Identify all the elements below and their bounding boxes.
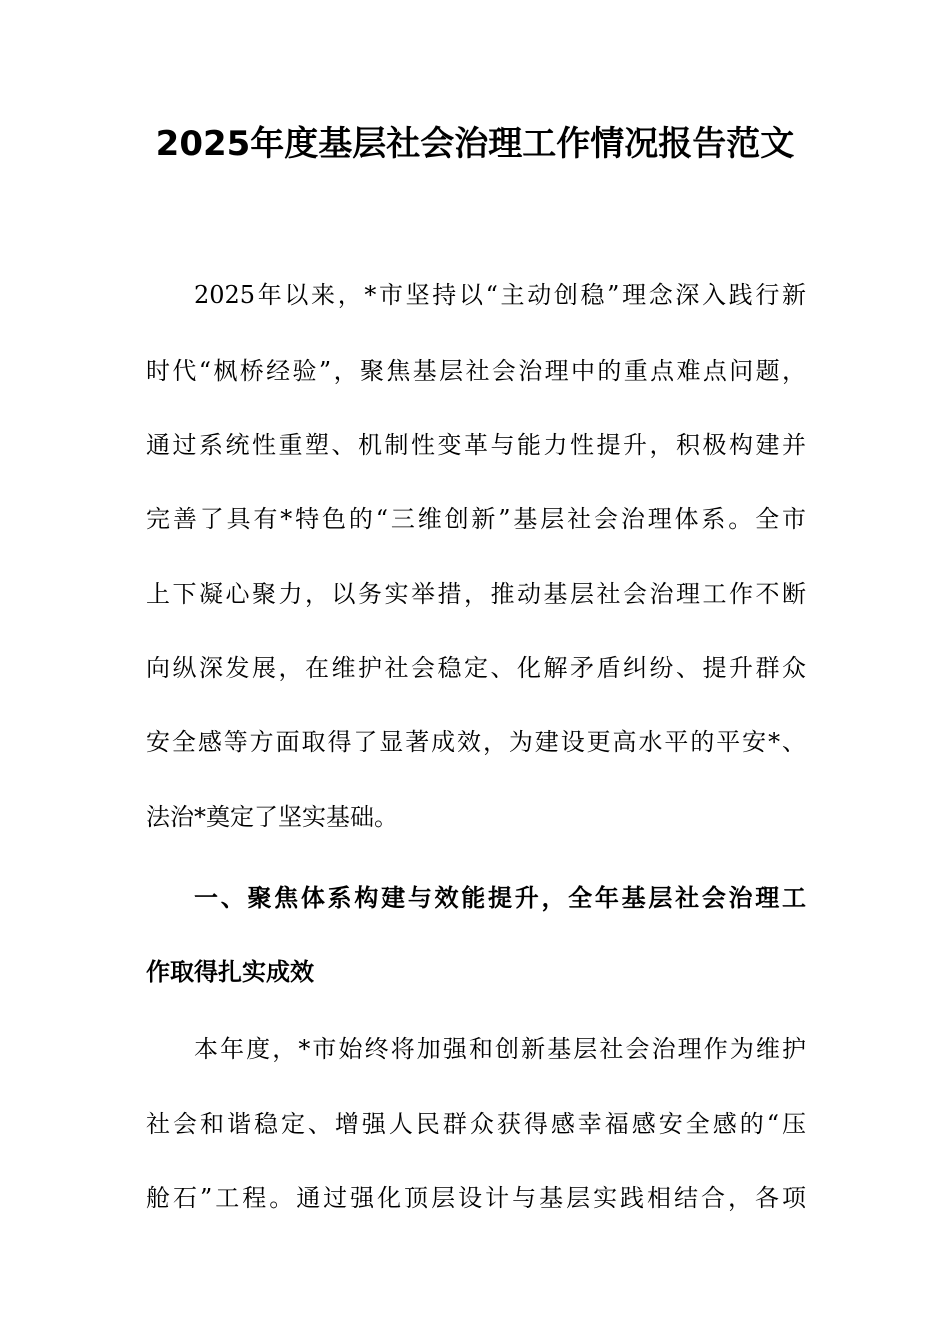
paragraph-line: 本年度，*市始终将加强和创新基层社会治理作为维护	[194, 1035, 806, 1063]
paragraph-line: 2025年以来，*市坚持以“主动创稳”理念深入践行新	[194, 281, 806, 309]
paragraph-line: 向纵深发展，在维护社会稳定、化解矛盾纠纷、提升群众	[146, 654, 806, 682]
paragraph-line: 通过系统性重塑、机制性变革与能力性提升，积极构建并	[146, 431, 806, 459]
paragraph-line: 社会和谐稳定、增强人民群众获得感幸福感安全感的“压	[146, 1110, 806, 1138]
document-title: 2025年度基层社会治理工作情况报告范文	[155, 124, 795, 164]
paragraph-line: 完善了具有*特色的“三维创新”基层社会治理体系。全市	[146, 505, 806, 533]
paragraph-line: 法治*奠定了坚实基础。	[146, 803, 398, 831]
paragraph-line: 安全感等方面取得了显著成效，为建设更高水平的平安*、	[146, 728, 806, 756]
paragraph-line: 上下凝心聚力，以务实举措，推动基层社会治理工作不断	[146, 580, 806, 608]
paragraph-line: 舱石”工程。通过强化顶层设计与基层实践相结合，各项	[146, 1184, 806, 1212]
heading-line: 一、聚焦体系构建与效能提升，全年基层社会治理工	[194, 884, 806, 912]
paragraph-line: 时代“枫桥经验”，聚焦基层社会治理中的重点难点问题，	[146, 357, 806, 385]
heading-line: 作取得扎实成效	[146, 958, 314, 986]
